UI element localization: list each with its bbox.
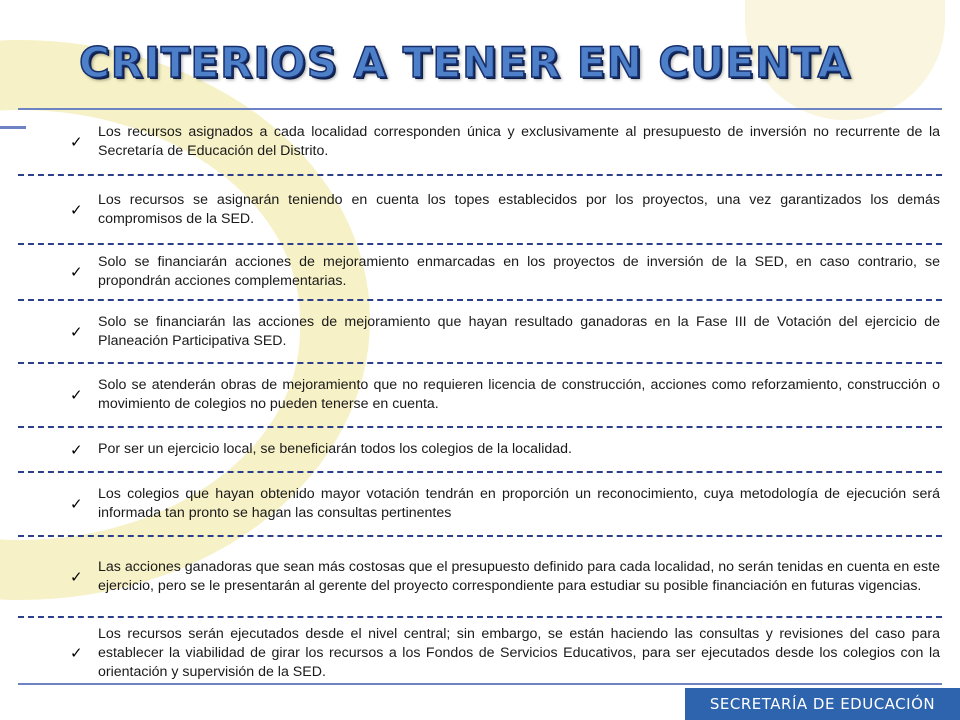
footer-logo-bar bbox=[685, 688, 960, 720]
checkmark-icon: ✓ bbox=[70, 386, 83, 404]
criterion-item bbox=[18, 428, 942, 473]
criterion-text: Solo se financiarán las acciones de mejoramiento que hayan resultado ganadoras en la Fase III de Votación del ejercicio de Planeación Participativa SED. bbox=[98, 313, 940, 349]
checkmark-icon: ✓ bbox=[70, 567, 83, 586]
checkmark-icon: ✓ bbox=[70, 200, 83, 219]
checkmark-icon: ✓ bbox=[70, 495, 83, 513]
criterion-text: Por ser un ejercicio local, se beneficiarán todos los colegios de la localidad. bbox=[98, 441, 572, 457]
criterion-item bbox=[18, 473, 942, 537]
criterion-item bbox=[18, 537, 942, 618]
criterion-item bbox=[18, 618, 942, 688]
criterion-text: Los recursos serán ejecutados desde el nivel central; sin embargo, se están haciendo las consultas y revisiones del caso para establecer la viabilidad de girar los recursos a los Fondos de Servicios Educativos, para ser ejecutados desde los colegios con la orientación y supervisión de la SED. bbox=[98, 625, 940, 680]
bottom-rule bbox=[18, 683, 942, 685]
criterion-text: Las acciones ganadoras que sean más costosas que el presupuesto definido para cada localidad, no serán tenidas en cuenta en este ejercicio, pero se le presentarán al gerente del proyecto correspondiente para estudiar su posible financiación en futuras vigencias. bbox=[98, 558, 940, 594]
checkmark-icon: ✓ bbox=[70, 644, 83, 662]
criterion-text: Solo se financiarán acciones de mejoramiento enmarcadas en los proyectos de inversión de la SED, en caso contrario, se propondrán acciones complementarias. bbox=[98, 254, 940, 289]
criterion-text: Los colegios que hayan obtenido mayor votación tendrán en proporción un reconocimiento, cuya metodología de ejecución será informada tan pronto se hagan las consultas pertinentes bbox=[98, 486, 940, 521]
criterion-text: Solo se atenderán obras de mejoramiento que no requieren licencia de construcción, acciones como reforzamiento, construcción o movimiento de colegios no pueden tenerse en cuenta. bbox=[98, 377, 940, 412]
criterion-item bbox=[18, 301, 942, 364]
criterion-text: Los recursos asignados a cada localidad corresponden única y exclusivamente al presupuesto de inversión no recurrente de la Secretaría de Educación del Distrito. bbox=[98, 124, 940, 159]
criterion-item bbox=[18, 110, 942, 176]
slide-title: CRITERIOS A TENER EN CUENTA bbox=[78, 38, 852, 87]
criterion-item bbox=[18, 364, 942, 428]
checkmark-icon: ✓ bbox=[70, 440, 83, 459]
criterion-text: Los recursos se asignarán teniendo en cuenta los topes establecidos por los proyectos, una vez garantizados los demás compromisos de la SED. bbox=[98, 191, 940, 227]
footer-label: SECRETARÍA DE EDUCACIÓN bbox=[709, 695, 936, 713]
checkmark-icon: ✓ bbox=[70, 263, 83, 281]
checkmark-icon: ✓ bbox=[70, 133, 83, 151]
criteria-list bbox=[18, 110, 942, 688]
criterion-item bbox=[18, 176, 942, 245]
criterion-item bbox=[18, 245, 942, 301]
checkmark-icon: ✓ bbox=[70, 322, 83, 341]
